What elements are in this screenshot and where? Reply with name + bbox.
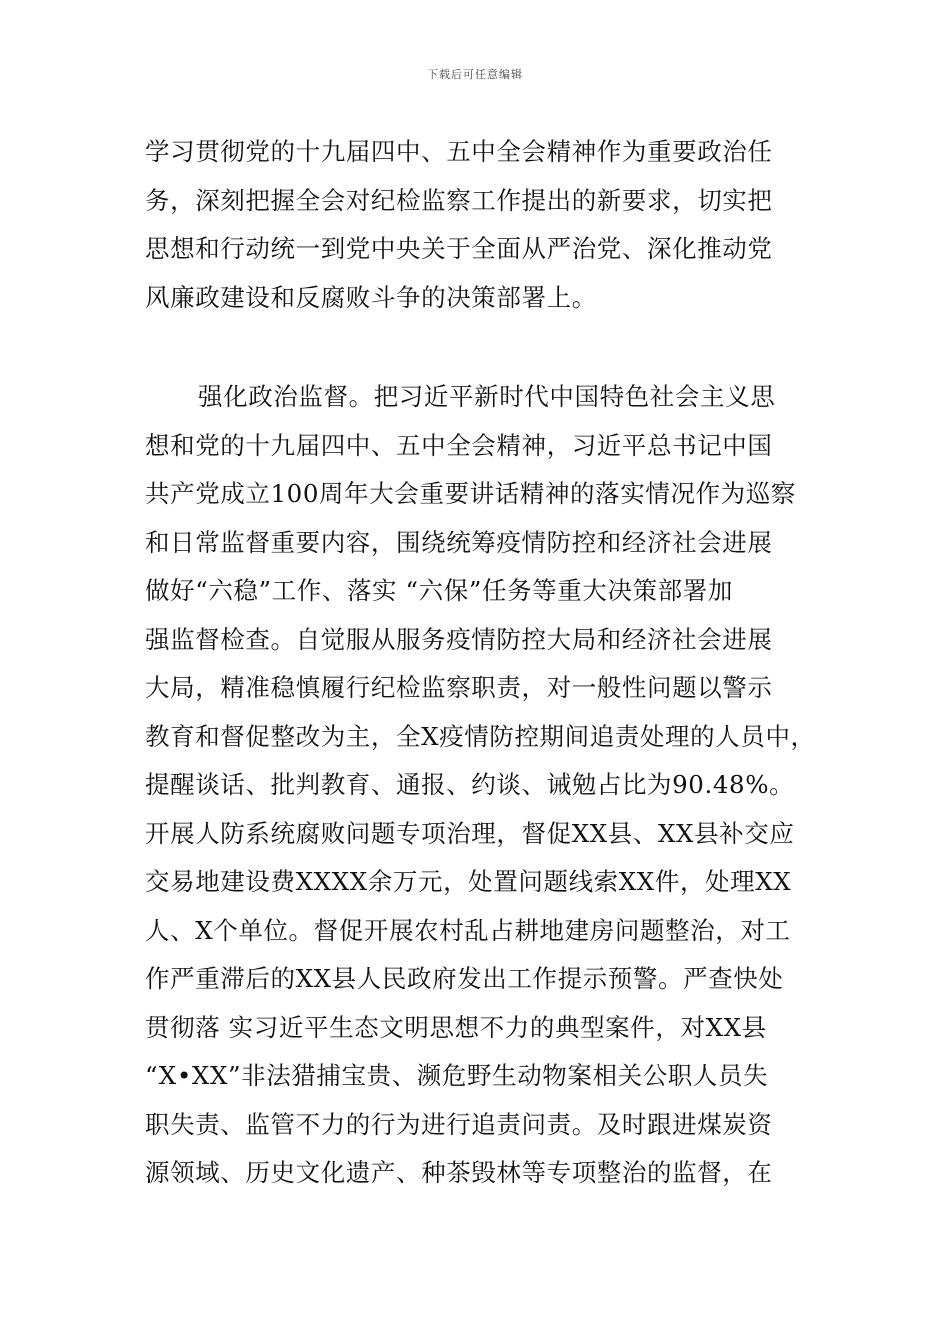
text-line: 作严重滞后的XX县人民政府发出工作提示预警。严查快处: [145, 964, 784, 993]
text-line: 强化政治监督。把习近平新时代中国特色社会主义思: [198, 382, 776, 411]
text-line: 风廉政建设和反腐败斗争的决策部署上。: [145, 282, 597, 312]
text-line: 人、X个单位。督促开展农村乱占耕地建房问题整治，对工: [145, 915, 791, 945]
text-line: 教育和督促整改为主，全X疫情防控期间追责处理的人员中，: [145, 721, 816, 751]
text-line: 交易地建设费XXXX余万元，处置问题线索XX件，处理XX: [145, 867, 792, 896]
text-line: 贯彻落 实习近平生态文明思想不力的典型案件，对XX县: [145, 1012, 767, 1042]
text-line: 源领域、历史文化遗产、种茶毁林等专项整治的监督，在: [145, 1158, 773, 1187]
text-line: 和日常监督重要内容，围绕统筹疫情防控和经济社会进展: [145, 527, 773, 557]
text-line: 开展人防系统腐败问题专项治理，督促XX县、XX县补交应: [145, 818, 795, 848]
text-line: 思想和行动统一到党中央关于全面从严治党、深化推动党: [145, 234, 773, 263]
text-line: 大局，精准稳慎履行纪检监察职责，对一般性问题以警示: [145, 673, 773, 702]
text-line: 提醒谈话、批判教育、通报、约谈、诫勉占比为90.48%。: [145, 770, 795, 799]
text-line: 共产党成立100周年大会重要讲话精神的落实情况作为巡察: [145, 479, 796, 508]
text-line: 学习贯彻党的十九届四中、五中全会精神作为重要政治任: [145, 137, 773, 166]
text-line: 做好“六稳”工作、落实 “六保”任务等重大决策部署加: [145, 576, 733, 605]
paragraph-1: [145, 128, 825, 322]
text-line: 职失责、监管不力的行为进行追责问责。及时跟进煤炭资: [145, 1109, 773, 1139]
paragraph-2: [145, 373, 825, 1198]
text-line: 务，深刻把握全会对纪检监察工作提出的新要求，切实把: [145, 185, 773, 215]
text-line: 强监督检查。自觉服从服务疫情防控大局和经济社会进展: [145, 624, 773, 654]
text-line: 想和党的十九届四中、五中全会精神，习近平总书记中国: [145, 430, 773, 460]
page-header: 下载后可任意编辑: [427, 68, 523, 81]
text-line: “X•XX”非法猎捕宝贵、濒危野生动物案相关公职人员失: [145, 1061, 769, 1090]
